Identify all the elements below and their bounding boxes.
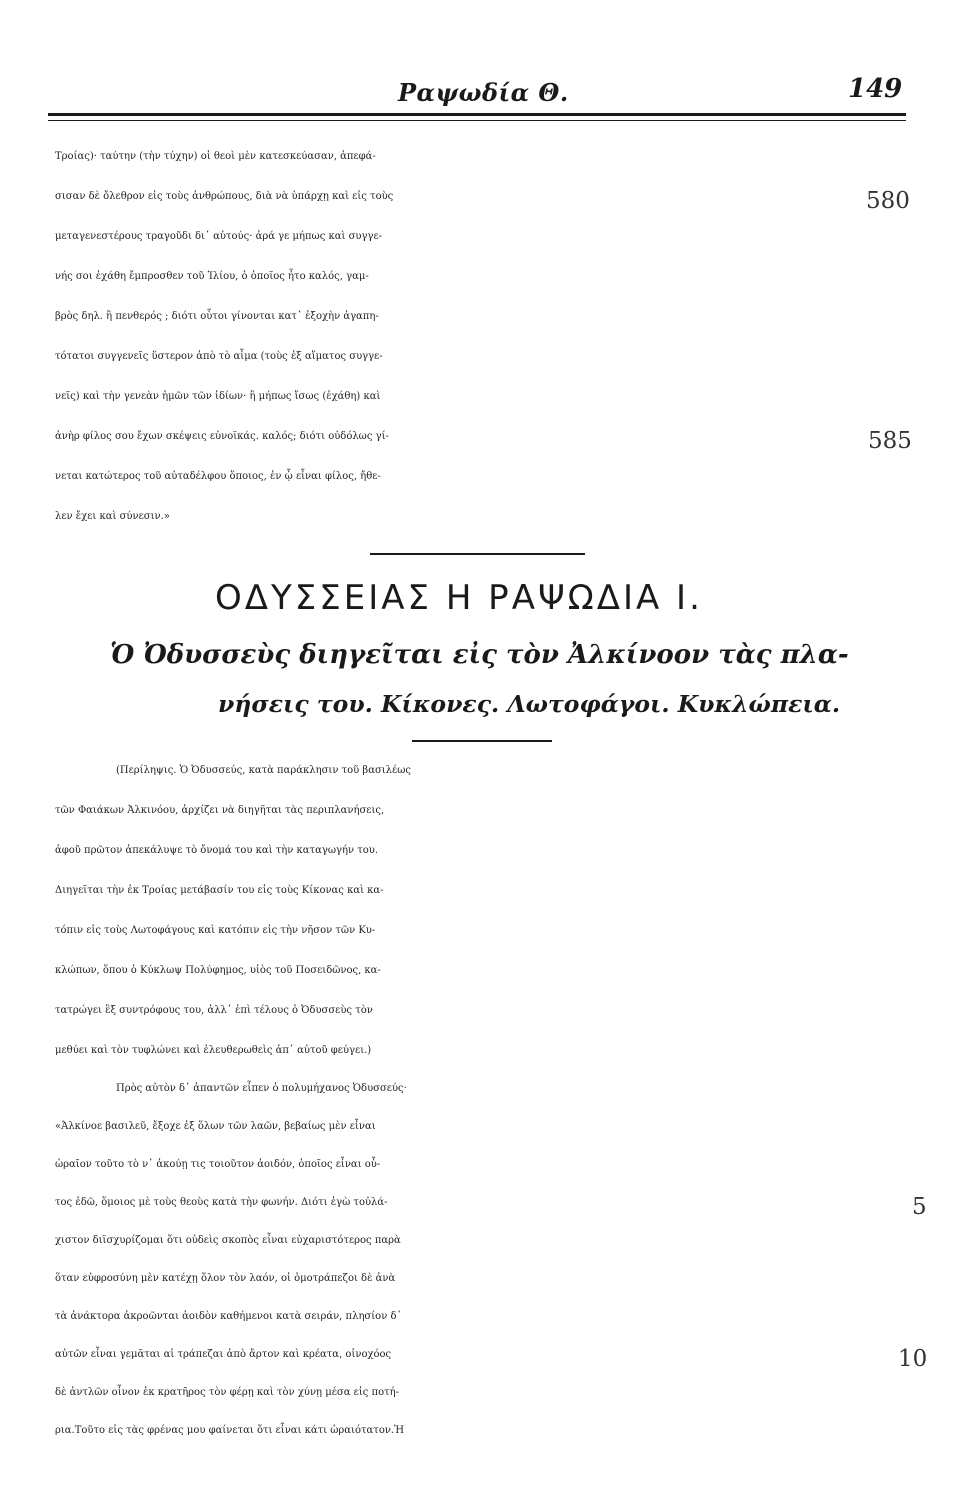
synopsis-line: (Περίληψις. Ὁ Ὀδυσσεύς, κατὰ παράκλησιν τοῦ βασιλέως [116, 765, 411, 776]
chapter-title: ΟΔΥΣΣΕΙΑΣ Η ΡΑΨΩΔΙΑ Ι. [215, 578, 703, 618]
chapter-summary-line: νήσεις του. Κίκονες. Λωτοφάγοι. Κυκλώπεια. [218, 690, 841, 718]
header-rule [48, 113, 906, 116]
section-divider [370, 553, 585, 555]
prev-text-line: σισαν δὲ ὄλεθρον εἰς τοὺς ἀνθρώπους, διὰ νὰ ὑπάρχῃ καὶ εἰς τοὺς [55, 191, 394, 202]
header-rule-thin [48, 120, 906, 121]
prev-text-line: βρὸς δηλ. ἢ πενθερός ; διότι οὗτοι γίνονται κατ᾽ ἐξοχὴν ἀγαπη- [55, 311, 379, 322]
synopsis-line: κλώπων, ὅπου ὁ Κύκλωψ Πολύφημος, υἱὸς τοῦ Ποσειδῶνος, κα- [55, 965, 381, 976]
prev-text-line: μεταγενεστέρους τραγοῦδι δι᾽ αὐτούς· ἀρά γε μήπως καὶ συγγε- [55, 231, 382, 242]
prev-text-line: νεται κατώτερος τοῦ αὐταδέλφου ὅποιος, ἐν ᾧ εἶναι φίλος, ἤθε- [55, 471, 381, 482]
prev-text-line: νεῖς) καὶ τὴν γενεὰν ἡμῶν τῶν ἰδίων· ἢ μήπως ἴσως (ἐχάθη) καὶ [55, 391, 381, 402]
prev-text-line: Τροίας)· ταύτην (τὴν τύχην) οἱ θεοὶ μὲν κατεσκεύασαν, ἀπεφά- [55, 151, 376, 162]
main-text-line: ρια.Τοῦτο εἰς τὰς φρένας μου φαίνεται ὅτι εἶναι κάτι ὡραιότατον.Ἡ [55, 1425, 405, 1436]
synopsis-line: τατρώγει ἓξ συντρόφους του, ἀλλ᾽ ἐπὶ τέλους ὁ Ὀδυσσεὺς τὸν [55, 1005, 373, 1016]
main-text-line: ὅταν εὐφροσύνη μὲν κατέχῃ ὅλον τὸν λαόν, οἱ ὁμοτράπεζοι δὲ ἀνὰ [55, 1273, 396, 1284]
page-number: 149 [848, 74, 903, 104]
prev-text-line: ἀνὴρ φίλος σου ἔχων σκέψεις εὐνοϊκάς. καλός; διότι οὐδόλως γί- [55, 431, 389, 442]
synopsis-line: τόπιν εἰς τοὺς Λωτοφάγους καὶ κατόπιν εἰς τὴν νῆσον τῶν Κυ- [55, 925, 376, 936]
synopsis-line: μεθύει καὶ τὸν τυφλώνει καὶ ἐλευθερωθεὶς ἀπ᾽ αὐτοῦ φεύγει.) [55, 1045, 372, 1056]
main-text-line: αὐτῶν εἶναι γεμᾶται αἱ τράπεζαι ἀπὸ ἄρτον καὶ κρέατα, οἰνοχόος [55, 1349, 392, 1360]
main-text-line: ὡραῖον τοῦτο τὸ ν᾽ ἀκούῃ τις τοιοῦτον ἀοιδόν, ὁποῖος εἶναι οὗ- [55, 1159, 381, 1170]
main-text-line: Πρὸς αὐτὸν δ᾽ ἀπαντῶν εἶπεν ὁ πολυμήχανος Ὀδυσσεύς· [116, 1083, 407, 1094]
chapter-summary-line: Ὁ Ὀδυσσεὺς διηγεῖται εἰς τὸν Ἀλκίνοον τὰς πλα- [110, 640, 849, 670]
running-header-title: Ραψωδία Θ. [398, 78, 569, 107]
summary-divider [412, 740, 552, 742]
line-number-580: 580 [866, 188, 910, 214]
main-text-line: τὰ ἀνάκτορα ἀκροῶνται ἀοιδὸν καθήμενοι κατὰ σειράν, πλησίον δ᾽ [55, 1311, 402, 1322]
line-number-10: 10 [898, 1346, 928, 1372]
main-text-line: τος ἐδῶ, ὅμοιος μὲ τοὺς θεοὺς κατὰ τὴν φωνήν. Διότι ἐγὼ τοὐλά- [55, 1197, 388, 1208]
main-text-line: «Ἀλκίνοε βασιλεῦ, ἔξοχε ἐξ ὅλων τῶν λαῶν, βεβαίως μὲν εἶναι [55, 1121, 376, 1132]
main-text-line: δὲ ἀντλῶν οἶνον ἐκ κρατῆρος τὸν φέρῃ καὶ τὸν χύνῃ μέσα εἰς ποτή- [55, 1387, 400, 1398]
line-number-5: 5 [912, 1194, 927, 1220]
main-text-line: χιστον διϊσχυρίζομαι ὅτι οὐδεὶς σκοπὸς εἶναι εὐχαριστότερος παρὰ [55, 1235, 401, 1246]
prev-text-line: τότατοι συγγενεῖς ὕστερον ἀπὸ τὸ αἷμα (τοὺς ἐξ αἵματος συγγε- [55, 351, 383, 362]
synopsis-line: Διηγεῖται τὴν ἐκ Τροίας μετάβασίν του εἰς τοὺς Κίκονας καὶ κα- [55, 885, 384, 896]
synopsis-line: τῶν Φαιάκων Ἀλκινόου, ἀρχίζει νὰ διηγῆται τὰς περιπλανήσεις, [55, 805, 385, 816]
synopsis-line: ἀφοῦ πρῶτον ἀπεκάλυψε τὸ ὄνομά του καὶ τὴν καταγωγήν του. [55, 845, 379, 856]
line-number-585: 585 [868, 428, 912, 454]
prev-text-line: λεν ἔχει καὶ σύνεσιν.» [55, 511, 170, 522]
prev-text-line: νής σοι ἐχάθη ἔμπροσθεν τοῦ Ἰλίου, ὁ ὁποῖος ἦτο καλός, γαμ- [55, 271, 369, 282]
